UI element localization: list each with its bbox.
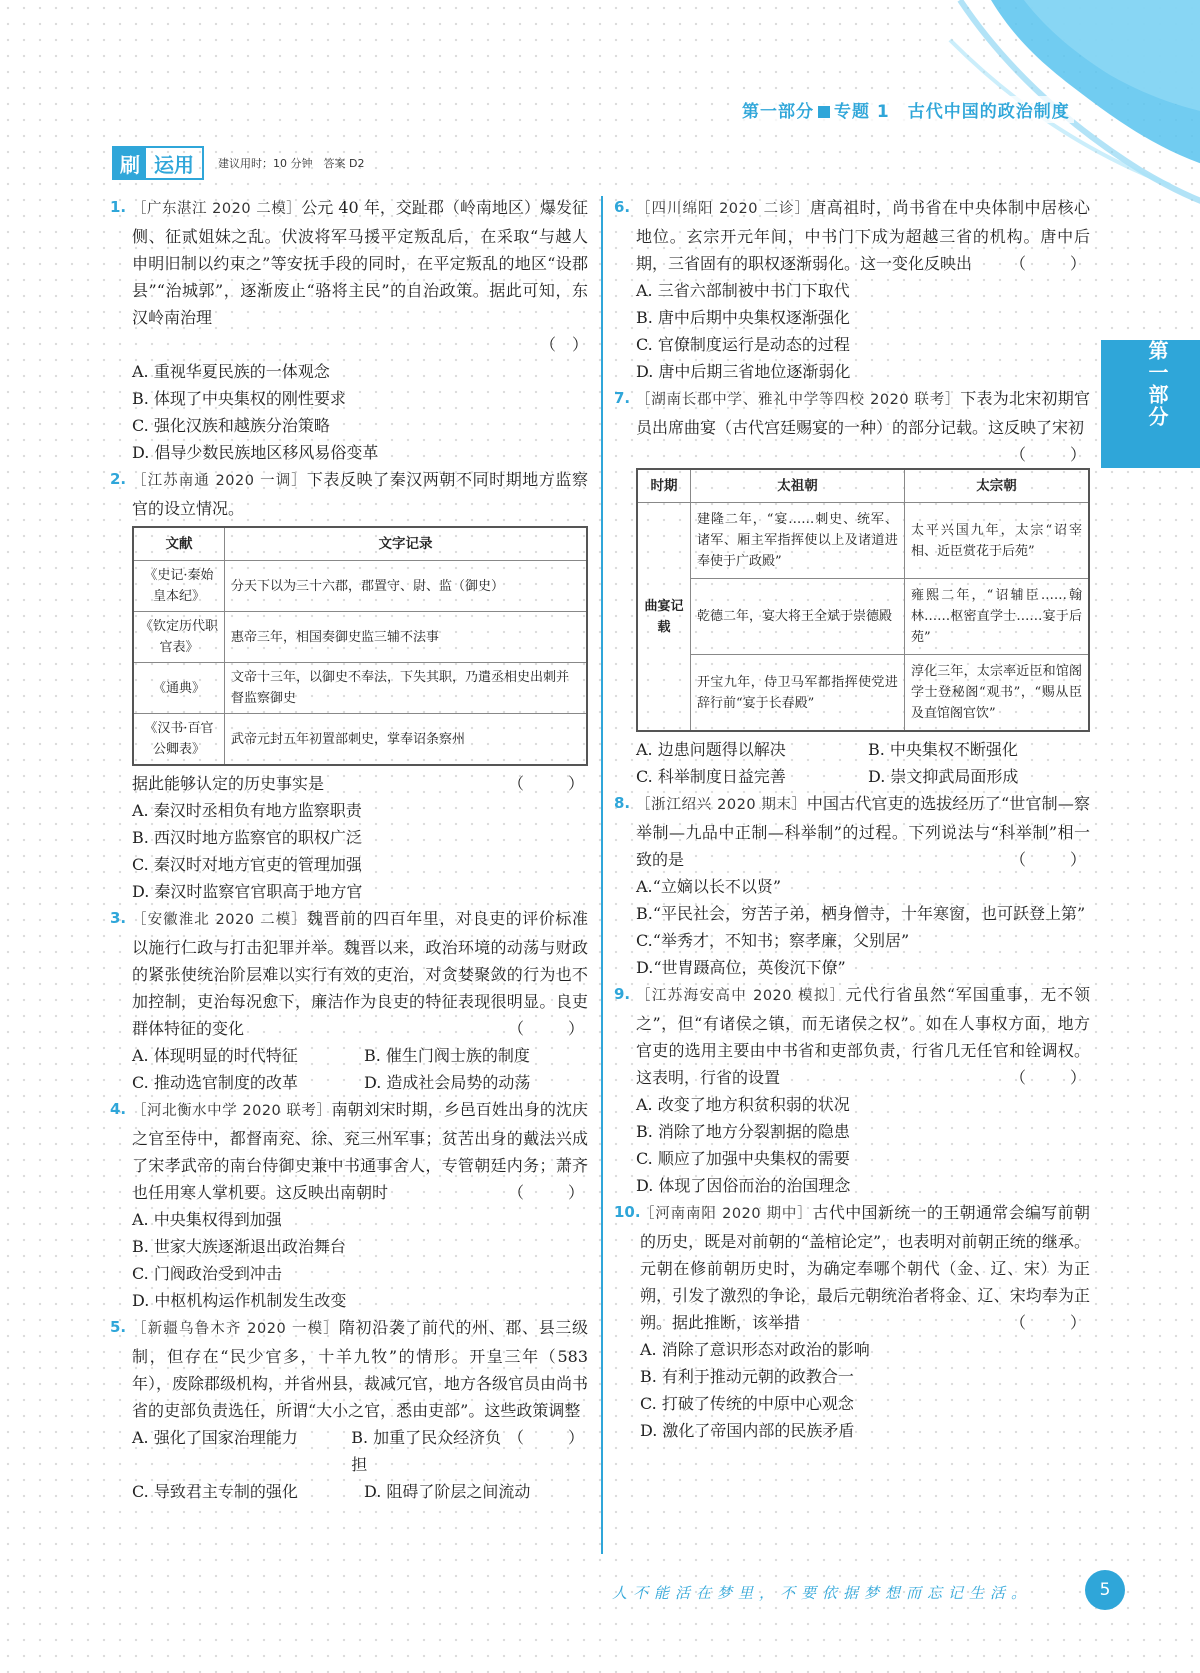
table-row	[637, 503, 1089, 579]
option-row	[614, 763, 1090, 790]
option-a: A. 重视华夏民族的一体观念	[132, 362, 330, 381]
answer-paren: （ ）	[507, 774, 598, 793]
option-c: C. 打破了传统的中原中心观念	[640, 1394, 854, 1413]
side-tab: 第一部分	[1101, 340, 1200, 468]
question-number: 6.	[614, 198, 631, 216]
option-row	[110, 1424, 508, 1478]
option-row	[614, 736, 1090, 763]
question-6	[614, 194, 1100, 277]
table-cell-text: 文帝十三年，以御史不奉法，下失其职，乃遣丞相史出刺并督监察御史	[225, 663, 588, 714]
question-stem: 魏晋前的四百年里，对良吏的评价标准以施行仁政与打击犯罪并举。魏晋以来，政治环境的动荡与财政的紧张使统治阶层难以实行有效的吏治，对贪婪聚敛的行为也不加控制，吏治每况愈下，廉洁作为良吏的特征表现很明显。良吏群体特征的变化	[132, 909, 588, 1038]
table-header-taizong: 太宗朝	[904, 469, 1089, 503]
table-row	[637, 579, 1089, 655]
table-cell-text: 惠帝三年，相国奏御史监三辅不法事	[225, 612, 588, 663]
option-b: B. 唐中后期中央集权逐渐强化	[636, 308, 850, 327]
question-7	[614, 385, 1100, 464]
question-number: 7.	[614, 389, 631, 407]
option-c: C. 门阀政治受到冲击	[132, 1264, 282, 1283]
option-d: D. 倡导少数民族地区移风易俗变革	[132, 443, 379, 462]
answer-paren: （ ）	[1009, 1068, 1100, 1087]
question-9	[614, 981, 1100, 1091]
table-row	[133, 561, 587, 612]
suggested-time: 建议用时：10 分钟 答案 D2	[218, 157, 365, 170]
question-source: ［湖南长郡中学、雅礼中学等四校 2020 联考］	[636, 392, 961, 408]
option-d: D. 激化了帝国内部的民族矛盾	[640, 1421, 855, 1440]
table-header-period: 时期	[637, 469, 691, 503]
page-number: 5	[1085, 1570, 1125, 1610]
table-row	[637, 655, 1089, 732]
question-number: 1.	[110, 198, 127, 216]
question-8	[614, 790, 1100, 873]
question-source: ［四川绵阳 2020 二诊］	[636, 201, 811, 217]
badge-yong: 运用	[154, 152, 194, 177]
answer-paren: （ ）	[1009, 850, 1100, 869]
table-cell-taizu: 乾德二年，宴大将王全斌于崇德殿	[691, 579, 905, 655]
question-source: ［浙江绍兴 2020 期末］	[636, 797, 807, 813]
question-number: 2.	[110, 470, 127, 488]
option-c: C. 强化汉族和越族分治策略	[132, 416, 330, 435]
answer-paren: （ ）	[1009, 445, 1100, 464]
question-number: 4.	[110, 1100, 127, 1118]
option-d: D.“世胄蹑高位，英俊沉下僚”	[636, 958, 846, 977]
table-row-head: 曲宴记载	[637, 503, 691, 732]
table-row	[133, 612, 587, 663]
answer-paren: （ ）	[539, 335, 588, 354]
option-b: B. 催生门阀士族的制度	[364, 1046, 530, 1065]
question-3	[110, 905, 598, 1042]
supervision-table	[132, 526, 588, 766]
option-a: A.“立嫡以长不以贤”	[636, 877, 782, 896]
question-2-after	[110, 770, 598, 797]
option-b: B. 加重了民众经济负担	[351, 1428, 502, 1474]
question-number: 8.	[614, 794, 631, 812]
table-cell-taizong: 雍熙二年，“诏辅臣……翰林……枢密直学士……宴于后苑”	[904, 579, 1089, 655]
question-stem: 古代中国新统一的王朝通常会编写前朝的历史，既是对前朝的“盖棺论定”，也表明对前朝正统的继承。元朝在修前朝历史时，为确定奉哪个朝代（金、辽、宋）为正朔，引发了激烈的争论，最后元朝统治者将金、辽、宋均奉为正朔。据此推断，该举措	[640, 1203, 1090, 1332]
answer-paren: （ ）	[1009, 1313, 1100, 1332]
option-row	[110, 1478, 588, 1505]
table-cell-taizu: 开宝九年，侍卫马军都指挥使党进辞行前“宴于长春殿”	[691, 655, 905, 732]
table-cell-doc: 《通典》	[133, 663, 225, 714]
question-source: ［河北衡水中学 2020 联考］	[132, 1103, 332, 1119]
badge-shua: 刷	[114, 148, 146, 178]
option-c: C. 导致君主专制的强化	[132, 1482, 298, 1501]
question-source: ［河南南阳 2020 期中］	[640, 1206, 813, 1222]
question-2	[110, 466, 588, 522]
question-stem: 下表反映了秦汉两朝不同时期地方监察官的设立情况。	[132, 470, 588, 518]
option-d: D. 唐中后期三省地位逐渐弱化	[636, 362, 851, 381]
question-stem: 下表为北宋初期官员出席曲宴（古代宫廷赐宴的一种）的部分记载。这反映了宋初	[636, 389, 1090, 437]
option-c: C. 科举制度日益完善	[636, 767, 786, 786]
table-header-taizu: 太祖朝	[691, 469, 905, 503]
option-d: D. 体现了因俗而治的治国理念	[636, 1176, 851, 1195]
section-badge	[112, 146, 364, 180]
option-b: B. 西汉时地方监察官的职权广泛	[132, 828, 362, 847]
question-10	[614, 1199, 1100, 1336]
badge-box	[112, 146, 204, 180]
question-stem: 南朝刘宋时期，乡邑百姓出身的沈庆之官至侍中，都督南兖、徐、兖三州军事；贫苦出身的戴法兴成了宋孝武帝的南台侍御史兼中书通事舍人，专管朝廷内务；萧齐也任用寒人掌机要。这反映出南朝时	[132, 1100, 588, 1202]
question-source: ［新疆乌鲁木齐 2020 一模］	[132, 1321, 339, 1337]
column-divider	[601, 196, 603, 1554]
answer-paren: （ ）	[507, 1019, 598, 1038]
option-a: A. 强化了国家治理能力	[132, 1428, 298, 1447]
question-number: 3.	[110, 909, 127, 927]
option-b: B. 消除了地方分裂割据的隐患	[636, 1122, 850, 1141]
question-stem: 元代行省虽然“军国重事，无不领之”，但“有诸侯之镇，而无诸侯之权”。如在人事权方面，地方官吏的选用主要由中书省和吏部负责，行省几无任官和铨调权。这表明，行省的设置	[636, 985, 1090, 1087]
option-d: D. 阻碍了阶层之间流动	[364, 1482, 531, 1501]
option-b: B. 世家大族逐渐退出政治舞台	[132, 1237, 346, 1256]
question-stem: 隋初沿袭了前代的州、郡、县三级制，但存在“民少官多，十羊九牧”的情形。开皇三年（583 年），废除郡级机构，并省州县，裁减冗官，地方各级官员由尚书省的吏部负责选任，所谓“大小之官，悉由吏部”。这些政策调整	[132, 1318, 589, 1420]
option-row	[110, 1069, 588, 1096]
option-d: D. 崇文抑武局面形成	[868, 767, 1019, 786]
option-b: B.“平民社会，穷苦子弟，栖身僧寺，十年寒窗，也可跃登上第”	[636, 904, 1086, 923]
option-c: C. 秦汉时对地方官吏的管理加强	[132, 855, 362, 874]
header-part: 第一部分	[742, 102, 814, 122]
option-a: A. 边患问题得以解决	[636, 740, 786, 759]
table-cell-taizu: 建隆二年，“宴……刺史、统军、诸军、厢主军指挥使以上及诸道进奉使于广政殿”	[691, 503, 905, 579]
option-c: C. 推动选官制度的改革	[132, 1073, 298, 1092]
table-cell-doc: 《钦定历代职官表》	[133, 612, 225, 663]
banquet-table	[636, 468, 1090, 732]
table-header-record: 文字记录	[225, 527, 588, 561]
table-cell-text: 分天下以为三十六郡，郡置守、尉、监（御史）	[225, 561, 588, 612]
question-number: 10.	[614, 1203, 641, 1221]
table-cell-text: 武帝元封五年初置部刺史，掌奉诏条察州	[225, 714, 588, 766]
option-c: C. 顺应了加强中央集权的需要	[636, 1149, 850, 1168]
header-title	[738, 96, 1074, 123]
answer-paren: （ ）	[507, 1428, 598, 1447]
option-a: A. 体现明显的时代特征	[132, 1046, 298, 1065]
table-cell-taizong: 太平兴国九年，太宗“诏宰相、近臣赏花于后苑”	[904, 503, 1089, 579]
question-1	[110, 194, 588, 358]
question-source: ［安徽淮北 2020 二模］	[132, 912, 307, 928]
question-after-text: 据此能够认定的历史事实是	[132, 774, 325, 793]
table-header-doc: 文献	[133, 527, 225, 561]
question-stem: 中国古代官吏的选拔经历了“世官制—察举制—九品中正制—科举制”的过程。下列说法与“科举制”相一致的是	[636, 794, 1090, 869]
header-topic: 专题 1 古代中国的政治制度	[834, 102, 1070, 122]
table-cell-taizong: 淳化三年，太宗率近臣和馆阁学士登秘阁“观书”，“赐从臣及直馆阁官饮”	[904, 655, 1089, 732]
option-row	[110, 1042, 588, 1069]
answer-paren: （ ）	[507, 1183, 598, 1202]
question-source: ［江苏南通 2020 一调］	[132, 473, 307, 489]
option-c: C. 官僚制度运行是动态的过程	[636, 335, 850, 354]
question-source: ［广东湛江 2020 二模］	[132, 201, 302, 217]
option-c: C.“举秀才，不知书；察孝廉，父别居”	[636, 931, 910, 950]
table-row	[133, 714, 587, 766]
table-cell-doc: 《史记·秦始皇本纪》	[133, 561, 225, 612]
question-source: ［江苏海安高中 2020 模拟］	[636, 988, 846, 1004]
option-b: B. 中央集权不断强化	[868, 740, 1018, 759]
question-stem: 公元 40 年，交趾郡（岭南地区）爆发征侧、征贰姐妹之乱。伏波将军马援平定叛乱后，在采取“与越人申明旧制以约束之”等安抚手段的同时，在平定叛乱的地区“设郡县”“治城郭”，逐渐废止“骆将主民”的自治政策。据此可知，东汉岭南治理	[132, 198, 588, 327]
table-cell-doc: 《汉书·百官公卿表》	[133, 714, 225, 766]
option-d: D. 中枢机构运作机制发生改变	[132, 1291, 347, 1310]
option-d: D. 造成社会局势的动荡	[364, 1073, 531, 1092]
question-number: 9.	[614, 985, 631, 1003]
table-row	[133, 663, 587, 714]
option-a: A. 秦汉时丞相负有地方监察职责	[132, 801, 362, 820]
left-column	[110, 194, 598, 1505]
option-b: B. 有利于推动元朝的政教合一	[640, 1367, 854, 1386]
right-column	[614, 194, 1100, 1444]
option-a: A. 三省六部制被中书门下取代	[636, 281, 850, 300]
question-4	[110, 1096, 598, 1206]
footer-motto: 人不能活在梦里，不要依据梦想而忘记生活。	[612, 1584, 1033, 1602]
square-icon	[818, 106, 830, 118]
option-d: D. 秦汉时监察官官职高于地方官	[132, 882, 363, 901]
question-number: 5.	[110, 1318, 127, 1336]
answer-paren: （ ）	[1009, 254, 1100, 273]
option-b: B. 体现了中央集权的刚性要求	[132, 389, 346, 408]
question-stem: 唐高祖时，尚书省在中央体制中居核心地位。玄宗开元年间，中书门下成为超越三省的机构。唐中后期，三省固有的职权逐渐弱化。这一变化反映出	[636, 198, 1090, 273]
option-a: A. 消除了意识形态对政治的影响	[640, 1340, 870, 1359]
option-a: A. 改变了地方积贫积弱的状况	[636, 1095, 850, 1114]
option-a: A. 中央集权得到加强	[132, 1210, 282, 1229]
